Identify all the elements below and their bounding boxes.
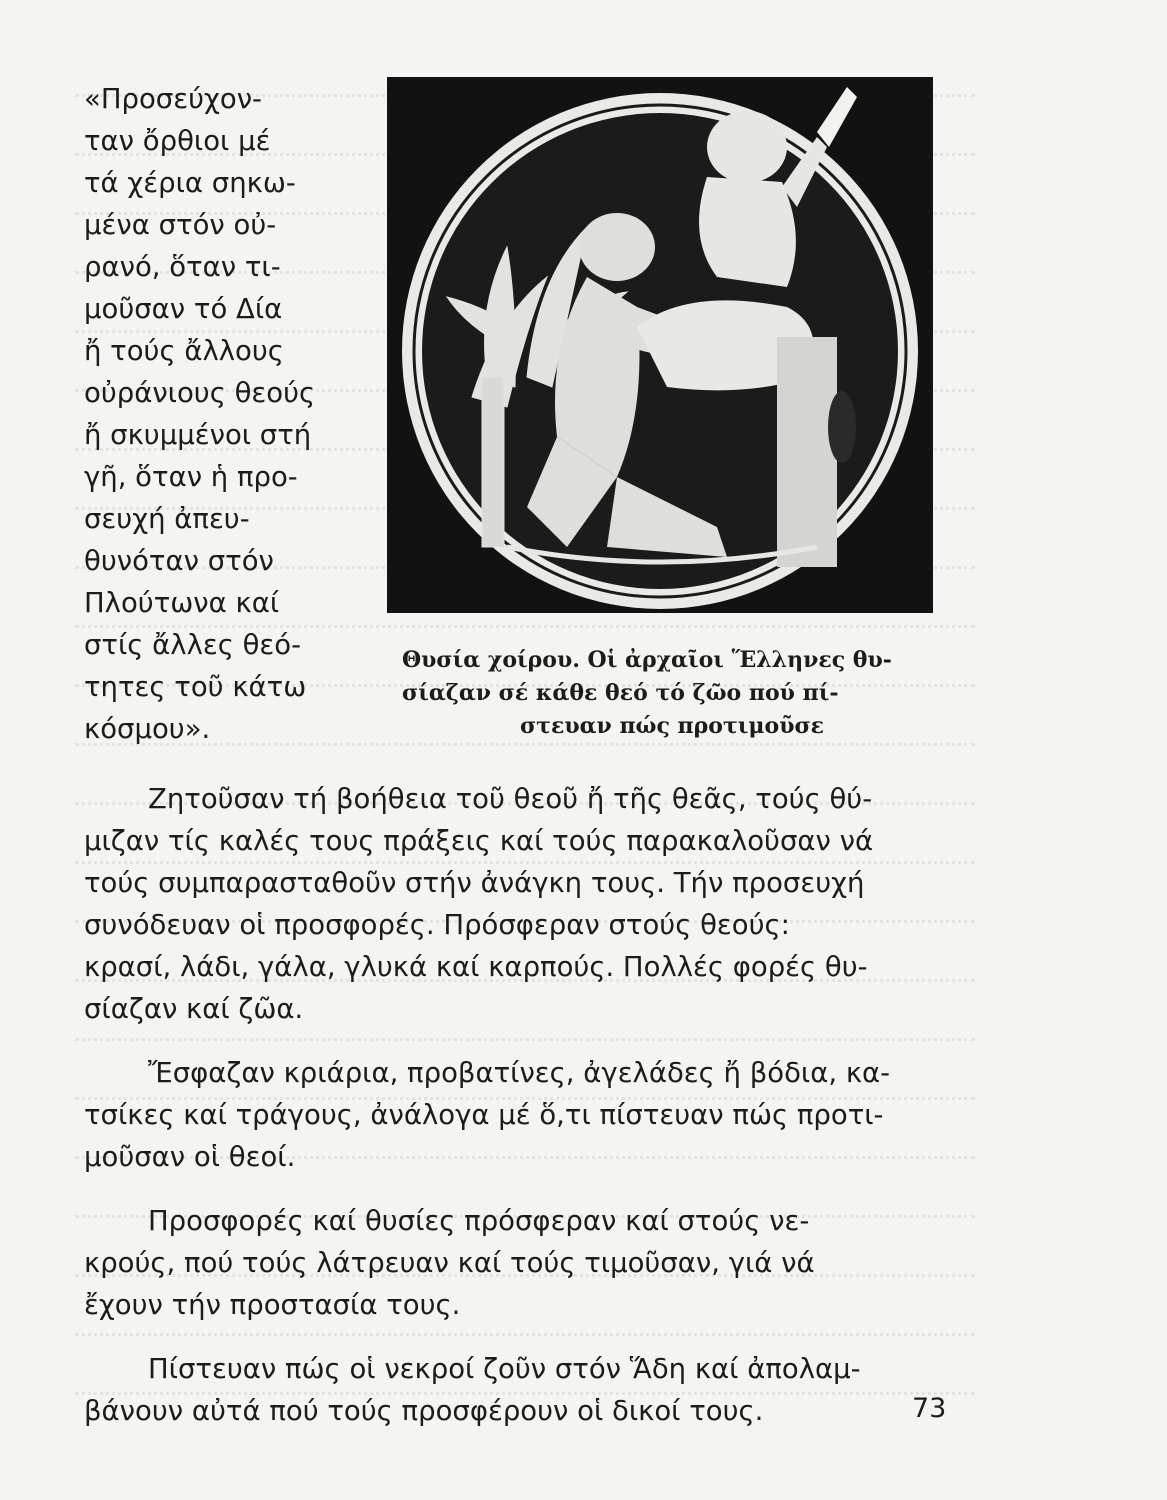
paragraph	[84, 1052, 954, 1178]
text-line: τσίκες καί τράγους, ἀνάλογα μέ ὅ,τι πίστευαν πώς προτι-	[84, 1099, 884, 1131]
sidebar-line: σευχή ἀπευ-	[84, 503, 250, 535]
main-text	[84, 778, 954, 1432]
text-line: τούς συμπαρασταθοῦν στήν ἀνάγκη τους. Τήν προσευχή	[84, 867, 865, 899]
text-line: Πίστευαν πώς οἱ νεκροί ζοῦν στόν Ἅδη καί ἀπολαμ-	[148, 1353, 861, 1385]
text-line: κρασί, λάδι, γάλα, γλυκά καί καρπούς. Πολλές φορές θυ-	[84, 951, 868, 983]
sidebar-line: ρανό, ὅταν τι-	[84, 251, 281, 283]
page-number: 73	[912, 1393, 947, 1424]
sidebar-line: ἤ τούς ἄλλους	[84, 335, 284, 367]
paragraph	[84, 1348, 954, 1432]
text-line: κρούς, πού τούς λάτρευαν καί τούς τιμοῦσαν, γιά νά	[84, 1247, 815, 1279]
sidebar-line: κόσμου».	[84, 713, 211, 745]
sidebar-line: θυνόταν στόν	[84, 545, 274, 577]
sidebar-line: τητες τοῦ κάτω	[84, 671, 307, 703]
paragraph	[84, 1200, 954, 1326]
sidebar-line: στίς ἄλλες θεό-	[84, 629, 302, 661]
caption-line: Θυσία χοίρου. Οἱ ἀρχαῖοι Ἕλληνες θυ-	[402, 647, 892, 673]
text-line: Ζητοῦσαν τή βοήθεια τοῦ θεοῦ ἤ τῆς θεᾶς, τούς θύ-	[148, 783, 873, 815]
sidebar-line: τά χέρια σηκω-	[84, 167, 296, 199]
text-line: Ἔσφαζαν κριάρια, προβατίνες, ἀγελάδες ἤ βόδια, κα-	[148, 1057, 891, 1089]
text-line: μιζαν τίς καλές τους πράξεις καί τούς παρακαλοῦσαν νά	[84, 825, 874, 857]
text-line: ἔχουν τήν προστασία τους.	[84, 1289, 461, 1321]
sidebar-line: ἤ σκυμμένοι στή	[84, 419, 312, 451]
sidebar-line: μένα στόν οὐ-	[84, 209, 277, 241]
caption-line: στευαν πώς προτιμοῦσε	[519, 713, 825, 739]
text-line: βάνουν αὐτά πού τούς προσφέρουν οἱ δικοί τους.	[84, 1395, 764, 1427]
sidebar-line: Πλούτωνα καί	[84, 587, 280, 619]
text-line: συνόδευαν οἱ προσφορές. Πρόσφεραν στούς θεούς:	[84, 909, 790, 941]
text-line: Προσφορές καί θυσίες πρόσφεραν καί στούς νε-	[148, 1205, 810, 1237]
sidebar-quote	[84, 78, 352, 750]
figure-caption	[402, 644, 942, 743]
vase-painting-figure	[387, 77, 933, 613]
sidebar-line: γῆ, ὅταν ἡ προ-	[84, 461, 298, 493]
paragraph	[84, 778, 954, 1030]
sidebar-line: οὐράνιους θεούς	[84, 377, 316, 409]
sidebar-line: ταν ὄρθιοι μέ	[84, 125, 271, 157]
text-line: σίαζαν καί ζῶα.	[84, 993, 304, 1025]
sidebar-line: «Προσεύχον-	[84, 83, 262, 115]
sacrifice-scene-illustration	[387, 77, 933, 613]
text-line: μοῦσαν οἱ θεοί.	[84, 1141, 296, 1173]
caption-line: σίαζαν σέ κάθε θεό τό ζῶο πού πί-	[402, 680, 839, 706]
sidebar-line: μοῦσαν τό Δία	[84, 293, 283, 325]
